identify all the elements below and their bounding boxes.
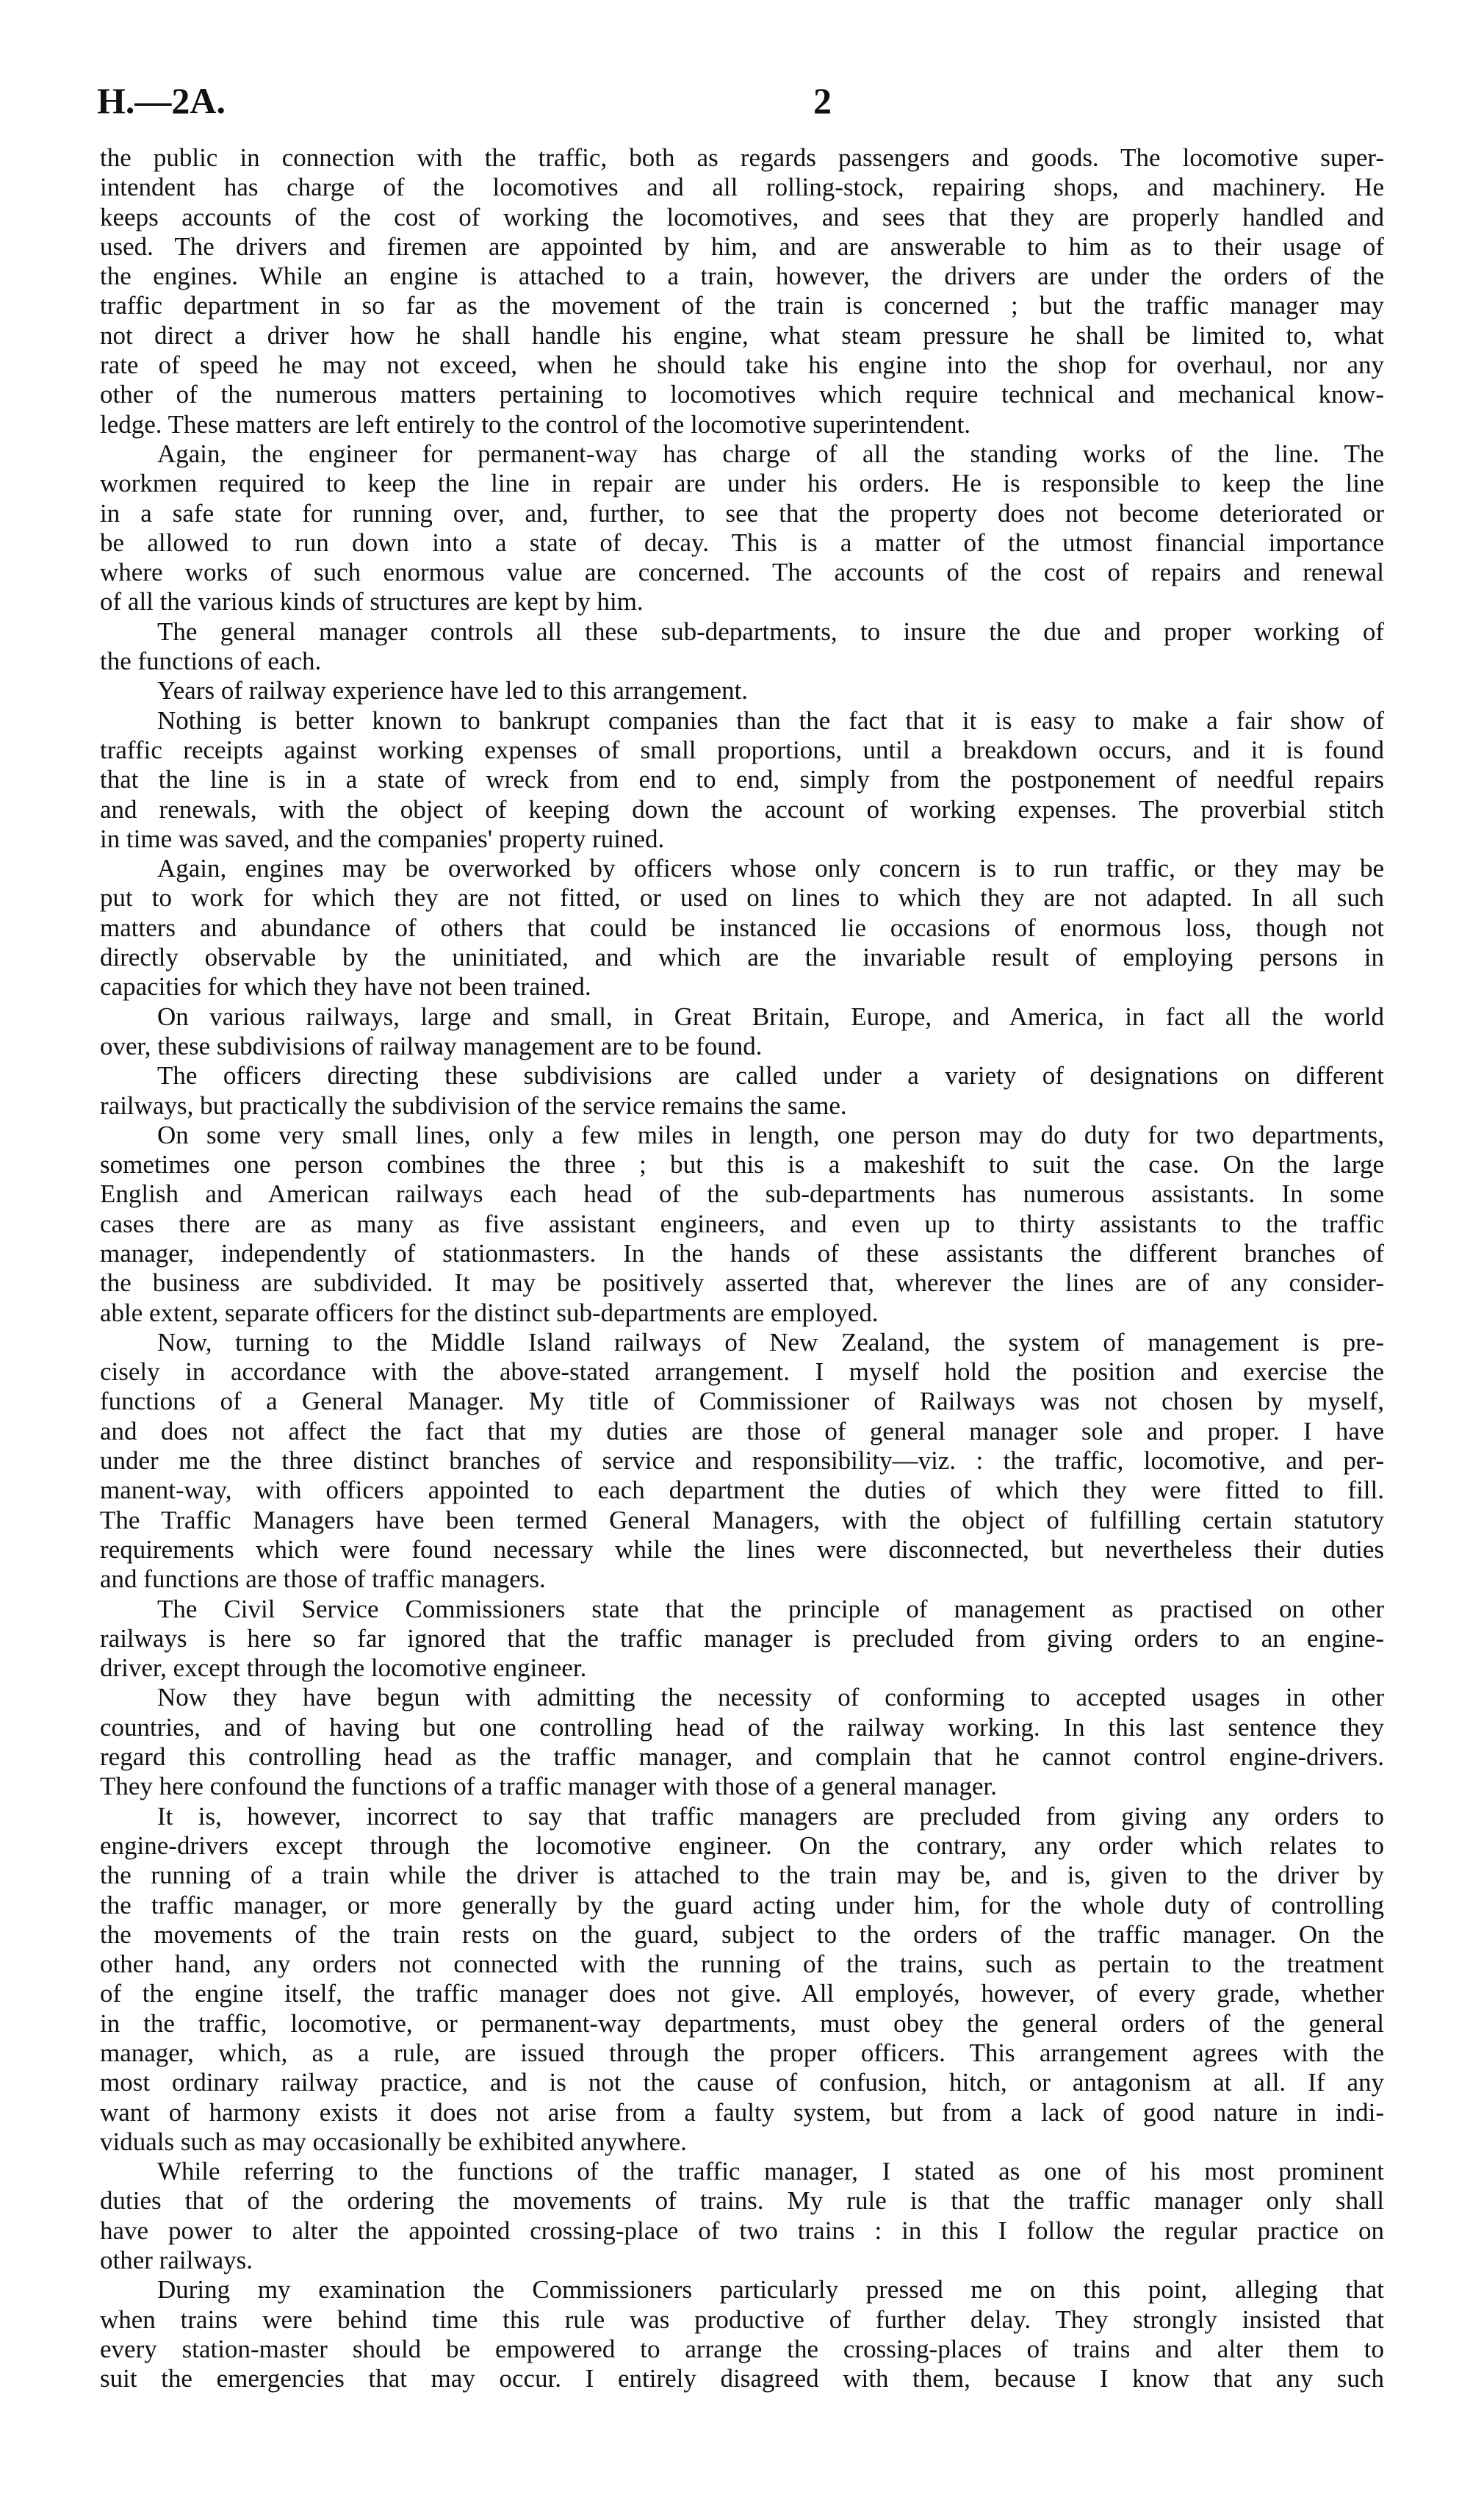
page-header	[97, 79, 1384, 123]
text-line: of the engine itself, the traffic manager does not give. All employés, however, of every grade, whether	[100, 1979, 1384, 2008]
text-line: when trains were behind time this rule was productive of further delay. They strongly insisted that	[100, 2305, 1384, 2334]
text-line: sometimes one person combines the three ; but this is a makeshift to suit the case. On the large	[100, 1150, 1384, 1179]
text-line: traffic receipts against working expenses of small proportions, until a breakdown occurs, and it is found	[100, 735, 1384, 764]
text-line: The Traffic Managers have been termed General Managers, with the object of fulfilling certain statutory	[100, 1505, 1384, 1534]
text-line: The general manager controls all these sub-departments, to insure the due and proper working of	[157, 617, 1384, 646]
text-line: workmen required to keep the line in repair are under his orders. He is responsible to keep the line	[100, 469, 1384, 498]
paragraph	[100, 1061, 1384, 1121]
text-line: manager, which, as a rule, are issued through the proper officers. This arrangement agrees with the	[100, 2039, 1384, 2067]
text-line: engine-drivers except through the locomotive engineer. On the contrary, any order which relates to	[100, 1831, 1384, 1860]
paragraph	[100, 1328, 1384, 1595]
text-line: Now they have begun with admitting the necessity of conforming to accepted usages in other	[157, 1683, 1384, 1712]
text-line: regard this controlling head as the traffic manager, and complain that he cannot control engine-drivers.	[100, 1742, 1384, 1772]
text-line: While referring to the functions of the traffic manager, I stated as one of his most prominent	[157, 2157, 1384, 2186]
text-line: most ordinary railway practice, and is not the cause of confusion, hitch, or antagonism at all. If any	[100, 2068, 1384, 2097]
text-line: traffic department in so far as the movement of the train is concerned ; but the traffic manager may	[100, 291, 1384, 320]
paragraph	[100, 706, 1384, 854]
text-line: requirements which were found necessary while the lines were disconnected, but nevertheless their duties	[100, 1534, 1384, 1564]
paragraph	[100, 617, 1384, 677]
text-line: suit the emergencies that may occur. I entirely disagreed with them, because I know that any such	[100, 2364, 1384, 2393]
text-line: of all the various kinds of structures are kept by him.	[100, 587, 644, 617]
text-line: the functions of each.	[100, 647, 322, 676]
text-line: capacities for which they have not been trained.	[100, 972, 591, 1002]
paragraph	[100, 1121, 1384, 1328]
text-line: used. The drivers and firemen are appointed by him, and are answerable to him as to their usage of	[100, 231, 1384, 261]
document-code: H.—2A.	[97, 80, 226, 121]
text-line: On some very small lines, only a few miles in length, one person may do duty for two departments,	[157, 1120, 1384, 1149]
text-line: railways, but practically the subdivision of the service remains the same.	[100, 1091, 847, 1120]
text-line: Nothing is better known to bankrupt companies than the fact that it is easy to make a fair show of	[157, 705, 1384, 735]
text-line: On various railways, large and small, in Great Britain, Europe, and America, in fact all the world	[157, 1002, 1384, 1031]
text-line: manager, independently of stationmasters. In the hands of these assistants the different branches of	[100, 1238, 1384, 1268]
text-line: and does not affect the fact that my duties are those of general manager sole and proper. I have	[100, 1416, 1384, 1445]
paragraph	[100, 1683, 1384, 1801]
text-line: cisely in accordance with the above-stated arrangement. I myself hold the position and exercise the	[100, 1357, 1384, 1387]
text-line: every station-master should be empowered to arrange the crossing-places of trains and alter them to	[100, 2334, 1384, 2363]
text-line: that the line is in a state of wreck from end to end, simply from the postponement of needful repairs	[100, 765, 1384, 794]
text-line: where works of such enormous value are concerned. The accounts of the cost of repairs and renewal	[100, 558, 1384, 587]
text-line: functions of a General Manager. My title of Commissioner of Railways was not chosen by myself,	[100, 1387, 1384, 1416]
text-line: intendent has charge of the locomotives and all rolling-stock, repairing shops, and machinery. He	[100, 173, 1384, 202]
text-line: Again, the engineer for permanent-way has charge of all the standing works of the line. The	[157, 439, 1384, 468]
text-line: the running of a train while the driver is attached to the train may be, and is, given to the driver by	[100, 1861, 1384, 1890]
body-text	[100, 143, 1384, 2394]
paragraph	[100, 2157, 1384, 2275]
paragraph	[100, 439, 1384, 617]
paragraph	[100, 1802, 1384, 2158]
text-line: put to work for which they are not fitted, or used on lines to which they are not adapted. In all such	[100, 883, 1384, 913]
paragraph	[100, 1595, 1384, 1684]
text-line: They here confound the functions of a traffic manager with those of a general manager.	[100, 1772, 997, 1801]
paragraph	[100, 1002, 1384, 1062]
text-line: directly observable by the uninitiated, and which are the invariable result of employing persons in	[100, 943, 1384, 972]
text-line: During my examination the Commissioners particularly pressed me on this point, alleging that	[157, 2275, 1384, 2305]
text-line: ledge. These matters are left entirely to the control of the locomotive superintendent.	[100, 409, 971, 439]
text-line: the traffic manager, or more generally by the guard acting under him, for the whole duty of controlling	[100, 1890, 1384, 1919]
text-line: railways is here so far ignored that the traffic manager is precluded from giving orders to an engine-	[100, 1623, 1384, 1653]
text-line: duties that of the ordering the movements of trains. My rule is that the traffic manager only shall	[100, 2186, 1384, 2216]
text-line: other railways.	[100, 2246, 253, 2275]
text-line: English and American railways each head of the sub-departments has numerous assistants. In some	[100, 1179, 1384, 1209]
text-line: in the traffic, locomotive, or permanent-way departments, must obey the general orders of the general	[100, 2008, 1384, 2038]
text-line: Now, turning to the Middle Island railways of New Zealand, the system of management is pre-	[157, 1327, 1384, 1357]
text-line: the business are subdivided. It may be positively asserted that, wherever the lines are of any consider-	[100, 1268, 1384, 1298]
text-line: The Civil Service Commissioners state that the principle of management as practised on other	[157, 1594, 1384, 1623]
text-line: It is, however, incorrect to say that traffic managers are precluded from giving any orders to	[157, 1801, 1384, 1831]
text-line: have power to alter the appointed crossing-place of two trains : in this I follow the regular practice on	[100, 2216, 1384, 2245]
text-line: Again, engines may be overworked by officers whose only concern is to run traffic, or they may be	[157, 854, 1384, 883]
text-line: Years of railway experience have led to this arrangement.	[157, 676, 749, 705]
text-line: and functions are those of traffic managers.	[100, 1565, 546, 1594]
text-line: keeps accounts of the cost of working the locomotives, and sees that they are properly handled and	[100, 202, 1384, 231]
text-line: other of the numerous matters pertaining to locomotives which require technical and mechanical know-	[100, 380, 1384, 409]
text-line: not direct a driver how he shall handle his engine, what steam pressure he shall be limited to, what	[100, 320, 1384, 350]
text-line: under me the three distinct branches of service and responsibility—viz. : the traffic, locomotive, and per-	[100, 1446, 1384, 1476]
text-line: over, these subdivisions of railway management are to be found.	[100, 1031, 763, 1060]
text-line: rate of speed he may not exceed, when he should take his engine into the shop for overhaul, nor any	[100, 351, 1384, 380]
text-line: driver, except through the locomotive engineer.	[100, 1653, 587, 1683]
paragraph	[100, 854, 1384, 1002]
text-line: other hand, any orders not connected with the running of the trains, such as pertain to the treatment	[100, 1950, 1384, 1979]
text-line: be allowed to run down into a state of decay. This is a matter of the utmost financial importance	[100, 528, 1384, 557]
text-line: the public in connection with the traffic, both as regards passengers and goods. The locomotive super-	[100, 143, 1384, 172]
text-line: and renewals, with the object of keeping down the account of working expenses. The proverbial stitch	[100, 794, 1384, 824]
text-line: the engines. While an engine is attached to a train, however, the drivers are under the orders of the	[100, 262, 1384, 291]
text-line: cases there are as many as five assistant engineers, and even up to thirty assistants to the traffic	[100, 1209, 1384, 1238]
text-line: the movements of the train rests on the guard, subject to the orders of the traffic manager. On the	[100, 1919, 1384, 1949]
text-line: matters and abundance of others that could be instanced lie occasions of enormous loss, though not	[100, 913, 1384, 942]
text-line: viduals such as may occasionally be exhibited anywhere.	[100, 2127, 687, 2156]
paragraph	[100, 676, 1384, 705]
text-line: countries, and of having but one controlling head of the railway working. In this last sentence they	[100, 1712, 1384, 1742]
text-line: able extent, separate officers for the distinct sub-departments are employed.	[100, 1298, 879, 1327]
text-line: in time was saved, and the companies' property ruined.	[100, 824, 665, 853]
text-line: in a safe state for running over, and, further, to see that the property does not become deteriorated or	[100, 498, 1384, 528]
text-line: manent-way, with officers appointed to each department the duties of which they were fitted to fill.	[100, 1476, 1384, 1505]
paragraph	[100, 2275, 1384, 2393]
text-line: want of harmony exists it does not arise from a faulty system, but from a lack of good nature in indi-	[100, 2097, 1384, 2127]
text-line: The officers directing these subdivisions are called under a variety of designations on different	[157, 1061, 1384, 1091]
paragraph	[100, 143, 1384, 439]
page-number: 2	[813, 80, 832, 121]
